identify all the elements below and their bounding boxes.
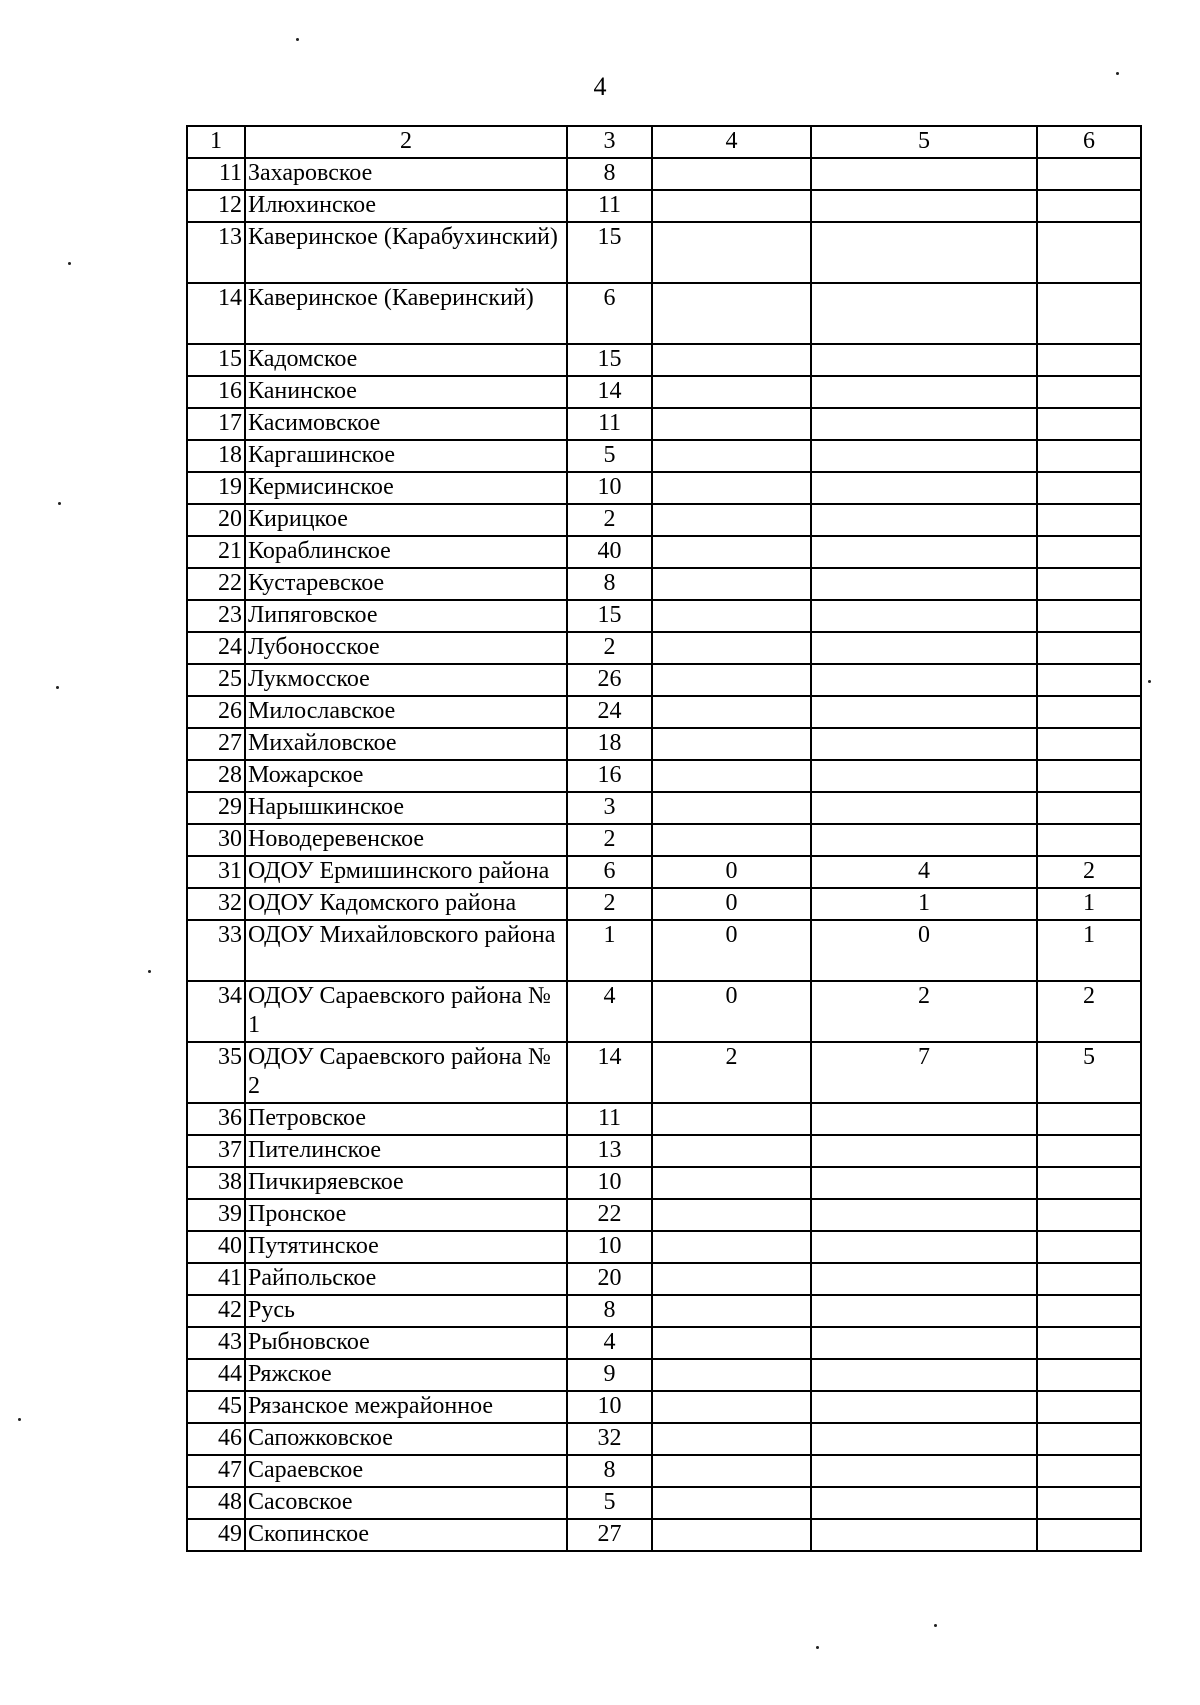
table-cell-c5 [811,408,1037,440]
table-cell-c1: 39 [187,1199,245,1231]
table-cell-c3: 5 [567,1487,652,1519]
table-row [187,1423,1141,1455]
table-cell-c6 [1037,190,1141,222]
table-cell-c6 [1037,1327,1141,1359]
table-cell-c3: 15 [567,600,652,632]
table-cell-c2: Пичкиряевское [245,1167,567,1199]
table-cell-c5: 2 [811,981,1037,1042]
table-cell-c2: Кермисинское [245,472,567,504]
table-cell-c4 [652,344,811,376]
table-cell-c3: 26 [567,664,652,696]
table-cell-c3: 27 [567,1519,652,1551]
table-cell-c6 [1037,824,1141,856]
table-cell-c3: 20 [567,1263,652,1295]
table-row [187,1135,1141,1167]
table-cell-c6 [1037,1231,1141,1263]
table-cell-c3: 8 [567,1455,652,1487]
table-row [187,600,1141,632]
table-cell-c6 [1037,1455,1141,1487]
table-row [187,1042,1141,1103]
table-cell-c4 [652,1359,811,1391]
table-row [187,158,1141,190]
table-cell-c6 [1037,222,1141,283]
table-cell-c6 [1037,696,1141,728]
table-row [187,222,1141,283]
table-row [187,1199,1141,1231]
table-cell-c2: Русь [245,1295,567,1327]
table-cell-c1: 36 [187,1103,245,1135]
table-cell-c2: ОДОУ Ермишинского района [245,856,567,888]
table-row [187,856,1141,888]
table-cell-c1: 20 [187,504,245,536]
table-cell-c4 [652,472,811,504]
table-cell-c3: 13 [567,1135,652,1167]
table-row [187,1519,1141,1551]
table-cell-c4 [652,568,811,600]
table-cell-c1: 45 [187,1391,245,1423]
table-cell-c2: Новодеревенское [245,824,567,856]
table-cell-c1: 16 [187,376,245,408]
table-cell-c4: 0 [652,856,811,888]
table-cell-c4: 0 [652,981,811,1042]
table-cell-c1: 28 [187,760,245,792]
data-table [186,125,1142,1552]
table-cell-c2: Сасовское [245,1487,567,1519]
table-cell-c2: Каргашинское [245,440,567,472]
header-row [187,126,1141,158]
table-cell-c3: 3 [567,792,652,824]
column-header: 6 [1037,126,1141,158]
table-cell-c3: 10 [567,472,652,504]
table-cell-c3: 8 [567,1295,652,1327]
table-row [187,408,1141,440]
table-cell-c4 [652,728,811,760]
table-cell-c3: 24 [567,696,652,728]
table-row [187,1231,1141,1263]
table-cell-c3: 8 [567,158,652,190]
table-cell-c2: Рязанское межрайонное [245,1391,567,1423]
table-cell-c2: ОДОУ Сараевского района № 2 [245,1042,567,1103]
table-cell-c2: Сапожковское [245,1423,567,1455]
table-cell-c1: 41 [187,1263,245,1295]
table-cell-c4 [652,158,811,190]
column-header: 3 [567,126,652,158]
table-cell-c1: 22 [187,568,245,600]
scan-speck [18,1418,21,1421]
table-row [187,981,1141,1042]
table-cell-c4 [652,664,811,696]
table-cell-c2: Путятинское [245,1231,567,1263]
table-cell-c5 [811,1295,1037,1327]
table-cell-c3: 10 [567,1231,652,1263]
table-row [187,1487,1141,1519]
table-cell-c4 [652,1391,811,1423]
table-row [187,440,1141,472]
table-cell-c5 [811,1327,1037,1359]
table-cell-c4 [652,222,811,283]
table-cell-c5 [811,1199,1037,1231]
table-cell-c3: 11 [567,190,652,222]
table-cell-c5 [811,728,1037,760]
scan-speck [296,38,299,41]
table-cell-c1: 27 [187,728,245,760]
table-cell-c1: 31 [187,856,245,888]
table-cell-c6 [1037,1359,1141,1391]
table-cell-c6 [1037,1263,1141,1295]
table-cell-c2: Лукмосское [245,664,567,696]
table-cell-c4 [652,1103,811,1135]
table-cell-c5 [811,1135,1037,1167]
scan-speck [816,1646,819,1649]
table-cell-c6 [1037,568,1141,600]
table-cell-c2: Лубоносское [245,632,567,664]
table-cell-c4: 0 [652,888,811,920]
table-cell-c3: 18 [567,728,652,760]
table-cell-c1: 19 [187,472,245,504]
table-cell-c2: Кораблинское [245,536,567,568]
table-row [187,920,1141,981]
table-cell-c6 [1037,1295,1141,1327]
table-cell-c1: 33 [187,920,245,981]
table-row [187,344,1141,376]
table-cell-c6 [1037,1199,1141,1231]
table-cell-c6 [1037,536,1141,568]
scan-speck [56,686,59,689]
table-cell-c2: Пронское [245,1199,567,1231]
table-cell-c1: 42 [187,1295,245,1327]
table-cell-c4 [652,376,811,408]
table-row [187,472,1141,504]
table-cell-c1: 44 [187,1359,245,1391]
table-cell-c6 [1037,1391,1141,1423]
table-cell-c6 [1037,376,1141,408]
table-cell-c1: 24 [187,632,245,664]
table-cell-c6 [1037,472,1141,504]
table-cell-c3: 6 [567,856,652,888]
table-cell-c5: 7 [811,1042,1037,1103]
table-cell-c6 [1037,283,1141,344]
table-row [187,696,1141,728]
table-cell-c3: 14 [567,1042,652,1103]
table-cell-c5 [811,1487,1037,1519]
table-cell-c4 [652,504,811,536]
table-cell-c6 [1037,440,1141,472]
table-cell-c4 [652,1519,811,1551]
table-cell-c6 [1037,1167,1141,1199]
table-cell-c4 [652,1199,811,1231]
table-cell-c3: 32 [567,1423,652,1455]
table-cell-c4 [652,1327,811,1359]
table-cell-c3: 11 [567,1103,652,1135]
table-cell-c4 [652,1167,811,1199]
table-cell-c6 [1037,1135,1141,1167]
table-row [187,1167,1141,1199]
table-cell-c6 [1037,504,1141,536]
table-row [187,728,1141,760]
table-cell-c2: Канинское [245,376,567,408]
table-cell-c3: 1 [567,920,652,981]
table-cell-c2: Рыбновское [245,1327,567,1359]
table-row [187,568,1141,600]
table-row [187,1103,1141,1135]
table-row [187,1327,1141,1359]
table-cell-c5 [811,696,1037,728]
table-cell-c5 [811,222,1037,283]
table-cell-c2: Кустаревское [245,568,567,600]
table-cell-c6 [1037,1423,1141,1455]
table-cell-c2: Каверинское (Карабухинский) [245,222,567,283]
table-cell-c1: 43 [187,1327,245,1359]
table-cell-c4 [652,1423,811,1455]
table-cell-c1: 49 [187,1519,245,1551]
table-cell-c4 [652,696,811,728]
table-cell-c5 [811,376,1037,408]
table-cell-c3: 10 [567,1167,652,1199]
table-cell-c4 [652,440,811,472]
table-cell-c2: Петровское [245,1103,567,1135]
table-cell-c5 [811,1391,1037,1423]
table-cell-c6 [1037,1487,1141,1519]
scan-speck [934,1624,937,1627]
table-cell-c3: 2 [567,824,652,856]
table-cell-c2: Райпольское [245,1263,567,1295]
table-cell-c5 [811,504,1037,536]
table-cell-c5 [811,344,1037,376]
table-cell-c3: 22 [567,1199,652,1231]
table-cell-c1: 25 [187,664,245,696]
table-cell-c1: 40 [187,1231,245,1263]
table-cell-c5 [811,568,1037,600]
table-cell-c2: Касимовское [245,408,567,440]
table-cell-c1: 26 [187,696,245,728]
table-cell-c1: 15 [187,344,245,376]
column-header: 5 [811,126,1037,158]
table-cell-c4: 2 [652,1042,811,1103]
table-cell-c3: 8 [567,568,652,600]
table-cell-c6 [1037,664,1141,696]
table-cell-c3: 2 [567,504,652,536]
table-cell-c1: 46 [187,1423,245,1455]
table-cell-c2: Можарское [245,760,567,792]
table-row [187,1359,1141,1391]
table-cell-c3: 10 [567,1391,652,1423]
table-cell-c2: Каверинское (Каверинский) [245,283,567,344]
table-cell-c4 [652,283,811,344]
table-cell-c4 [652,632,811,664]
table-cell-c2: Михайловское [245,728,567,760]
table-cell-c2: Милославское [245,696,567,728]
table-cell-c3: 2 [567,888,652,920]
table-row [187,632,1141,664]
table-cell-c4 [652,1295,811,1327]
table-row [187,504,1141,536]
table-cell-c5: 0 [811,920,1037,981]
table-cell-c2: ОДОУ Сараевского района № 1 [245,981,567,1042]
table-cell-c1: 23 [187,600,245,632]
table-cell-c5 [811,1359,1037,1391]
table-cell-c2: Пителинское [245,1135,567,1167]
table-cell-c6 [1037,600,1141,632]
table-row [187,1295,1141,1327]
scan-speck [1148,680,1151,683]
table-cell-c1: 29 [187,792,245,824]
table-cell-c5 [811,283,1037,344]
table-cell-c4 [652,1231,811,1263]
table-cell-c2: Нарышкинское [245,792,567,824]
table-cell-c3: 5 [567,440,652,472]
table-row [187,536,1141,568]
table-cell-c1: 11 [187,158,245,190]
table-cell-c1: 48 [187,1487,245,1519]
table-row [187,1391,1141,1423]
table-cell-c6: 2 [1037,981,1141,1042]
table-cell-c1: 18 [187,440,245,472]
table-cell-c6: 1 [1037,920,1141,981]
scan-speck [1116,72,1119,75]
table-cell-c5 [811,632,1037,664]
table-cell-c5 [811,600,1037,632]
table-cell-c2: ОДОУ Кадомского района [245,888,567,920]
table-cell-c5 [811,1103,1037,1135]
table-cell-c3: 9 [567,1359,652,1391]
table-cell-c2: Илюхинское [245,190,567,222]
table-cell-c4 [652,792,811,824]
table-cell-c1: 17 [187,408,245,440]
table-cell-c2: ОДОУ Михайловского района [245,920,567,981]
table-cell-c3: 15 [567,222,652,283]
table-cell-c5 [811,1231,1037,1263]
table-cell-c4 [652,1263,811,1295]
table-cell-c6 [1037,632,1141,664]
table-cell-c3: 11 [567,408,652,440]
table-cell-c4 [652,536,811,568]
table-row [187,824,1141,856]
table-cell-c4 [652,824,811,856]
table-cell-c5 [811,1519,1037,1551]
table-cell-c6 [1037,1519,1141,1551]
table-cell-c4 [652,1455,811,1487]
table-cell-c4 [652,1487,811,1519]
table-row [187,760,1141,792]
column-header: 2 [245,126,567,158]
table-row [187,664,1141,696]
table-cell-c5 [811,1423,1037,1455]
table-cell-c6 [1037,344,1141,376]
table-cell-c5 [811,664,1037,696]
table-cell-c6 [1037,1103,1141,1135]
table-cell-c1: 13 [187,222,245,283]
scan-speck [58,502,61,505]
scan-speck [148,970,151,973]
table-cell-c1: 37 [187,1135,245,1167]
table-cell-c3: 40 [567,536,652,568]
table-cell-c1: 12 [187,190,245,222]
table-cell-c3: 4 [567,981,652,1042]
table-cell-c5 [811,792,1037,824]
table-cell-c4 [652,408,811,440]
table-cell-c6 [1037,158,1141,190]
table-cell-c2: Сараевское [245,1455,567,1487]
scan-speck [68,262,71,265]
table-cell-c3: 16 [567,760,652,792]
table-row [187,1455,1141,1487]
table-cell-c3: 2 [567,632,652,664]
column-header: 1 [187,126,245,158]
table-cell-c3: 15 [567,344,652,376]
table-cell-c6: 1 [1037,888,1141,920]
table-cell-c5: 1 [811,888,1037,920]
table-cell-c5 [811,1263,1037,1295]
table-cell-c1: 34 [187,981,245,1042]
table-cell-c5 [811,536,1037,568]
table-cell-c1: 14 [187,283,245,344]
table-cell-c1: 21 [187,536,245,568]
table-cell-c5 [811,824,1037,856]
table-cell-c1: 30 [187,824,245,856]
table-cell-c2: Захаровское [245,158,567,190]
table-cell-c5 [811,190,1037,222]
table-cell-c1: 38 [187,1167,245,1199]
table-cell-c4 [652,1135,811,1167]
table-cell-c2: Липяговское [245,600,567,632]
table-cell-c6 [1037,728,1141,760]
table-cell-c5 [811,472,1037,504]
table-cell-c3: 6 [567,283,652,344]
table-body [187,158,1141,1551]
table-row [187,376,1141,408]
table-cell-c2: Скопинское [245,1519,567,1551]
table-cell-c3: 4 [567,1327,652,1359]
table-cell-c1: 35 [187,1042,245,1103]
table-cell-c5: 4 [811,856,1037,888]
table-row [187,888,1141,920]
table-cell-c4: 0 [652,920,811,981]
table-cell-c5 [811,1167,1037,1199]
table-cell-c6 [1037,408,1141,440]
table-cell-c3: 14 [567,376,652,408]
table-row [187,792,1141,824]
column-header: 4 [652,126,811,158]
table-row [187,190,1141,222]
table-cell-c1: 32 [187,888,245,920]
table-cell-c6: 2 [1037,856,1141,888]
table-cell-c2: Ряжское [245,1359,567,1391]
table-row [187,283,1141,344]
table-cell-c6: 5 [1037,1042,1141,1103]
table-cell-c4 [652,190,811,222]
table-cell-c2: Кирицкое [245,504,567,536]
table-cell-c5 [811,760,1037,792]
table-cell-c5 [811,158,1037,190]
table-cell-c1: 47 [187,1455,245,1487]
table-cell-c5 [811,1455,1037,1487]
table-cell-c6 [1037,760,1141,792]
table-cell-c4 [652,760,811,792]
table-cell-c2: Кадомское [245,344,567,376]
page-number: 4 [593,72,607,101]
table-cell-c6 [1037,792,1141,824]
table-cell-c4 [652,600,811,632]
table-row [187,1263,1141,1295]
table-cell-c5 [811,440,1037,472]
